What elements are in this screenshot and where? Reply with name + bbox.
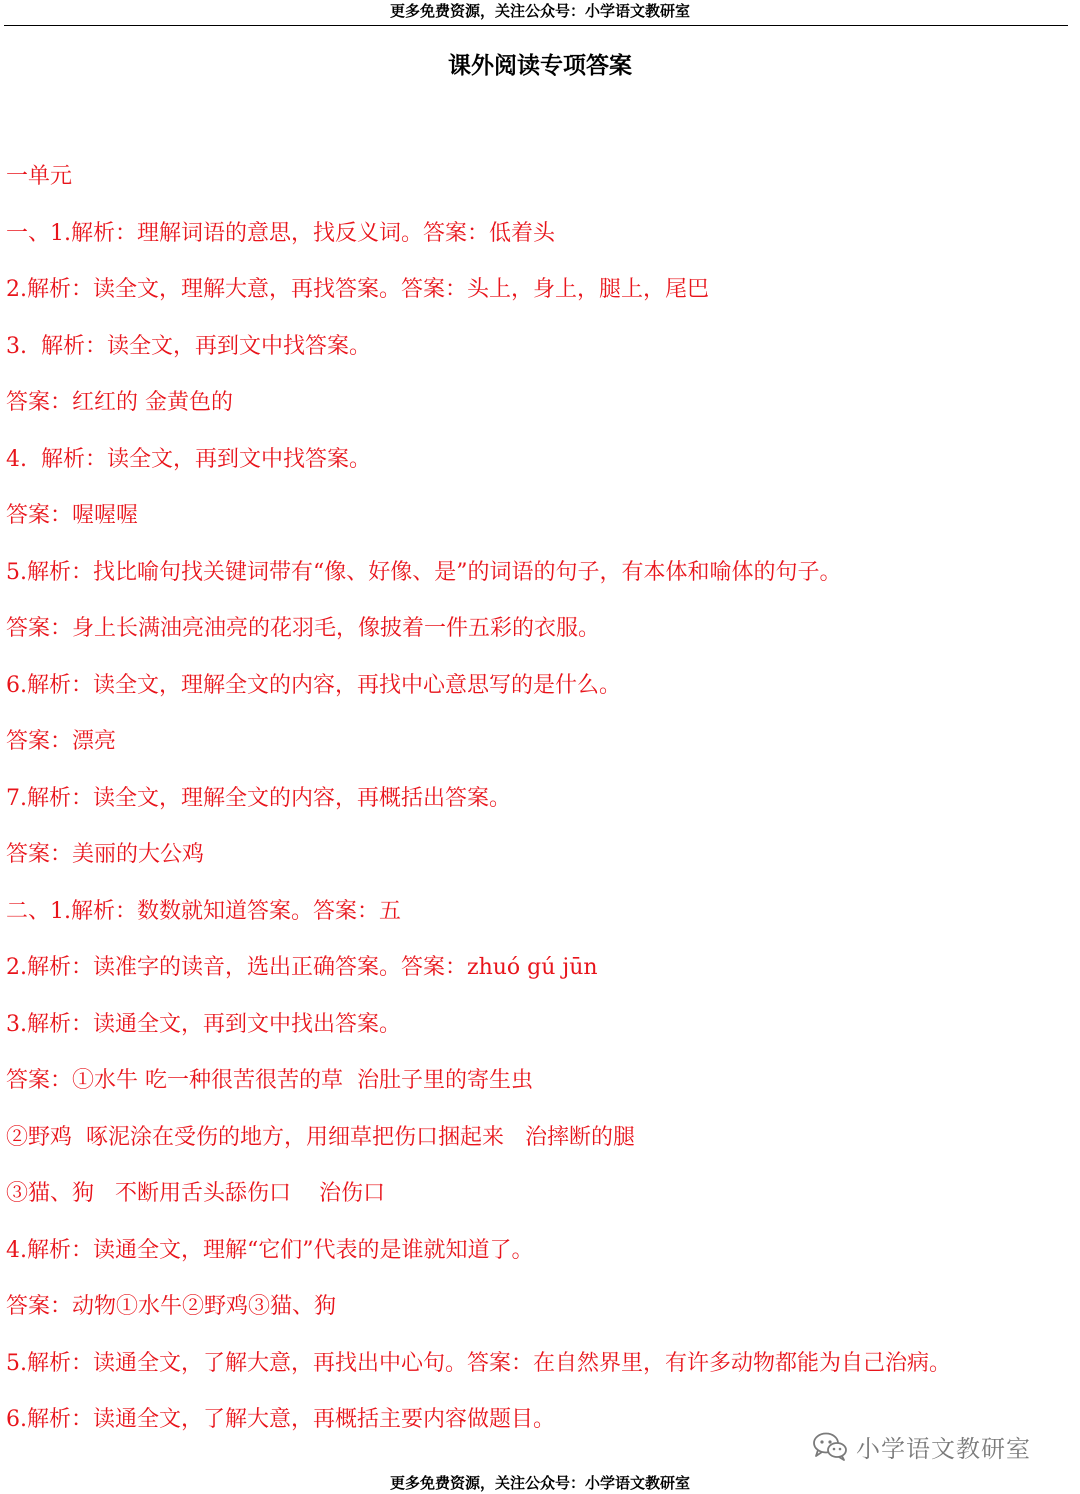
answer-line: 答案：①水牛 吃一种很苦很苦的草 治肚子里的寄生虫 bbox=[6, 1068, 533, 1093]
answer-line: 二、1.解析：数数就知道答案。答案：五 bbox=[6, 898, 401, 924]
answer-line: ②野鸡 啄泥涂在受伤的地方，用细草把伤口捆起来 治摔断的腿 bbox=[6, 1124, 635, 1150]
answer-line: 答案：动物①水牛②野鸡③猫、狗 bbox=[6, 1294, 337, 1319]
answer-line: 答案：红红的 金黄色的 bbox=[6, 390, 233, 415]
unit-heading: 一单元 bbox=[6, 164, 73, 189]
answer-line: 答案：喔喔喔 bbox=[6, 503, 139, 528]
watermark-text: 小学语文教研室 bbox=[856, 1434, 1031, 1463]
answer-line: 3.解析：读通全文，再到文中找出答案。 bbox=[6, 1011, 401, 1037]
answer-line: ③猫、狗 不断用舌头舔伤口 治伤口 bbox=[6, 1181, 385, 1206]
answer-line: 6.解析：读通全文，了解大意，再概括主要内容做题目。 bbox=[6, 1407, 555, 1432]
answer-line: 4.解析：读通全文，理解“它们”代表的是谁就知道了。 bbox=[6, 1237, 534, 1263]
answer-line: 答案：身上长满油亮油亮的花羽毛，像披着一件五彩的衣服。 bbox=[6, 616, 601, 641]
wechat-watermark bbox=[812, 1428, 1031, 1464]
page-header: 更多免费资源，关注公众号：小学语文教研室 bbox=[389, 2, 690, 20]
answer-line: 2.解析：读全文，理解大意，再找答案。答案：头上，身上，腿上，尾巴 bbox=[6, 277, 709, 302]
answer-line: 答案：美丽的大公鸡 bbox=[6, 842, 205, 867]
answer-line: 2.解析：读准字的读音，选出正确答案。答案：zhuó gú jūn bbox=[6, 955, 598, 980]
answer-line: 7.解析：读全文，理解全文的内容，再概括出答案。 bbox=[6, 785, 511, 811]
answer-list bbox=[6, 160, 1076, 1460]
answer-line: 一、1.解析：理解词语的意思，找反义词。答案：低着头 bbox=[6, 220, 555, 246]
wechat-icon bbox=[812, 1431, 848, 1461]
answer-line: 5.解析：找比喻句找关键词带有“像、好像、是”的词语的句子，有本体和喻体的句子。 bbox=[6, 559, 842, 585]
header-divider bbox=[4, 25, 1068, 26]
page-title: 课外阅读专项答案 bbox=[448, 52, 632, 79]
answer-line: 4. 解析：读全文，再到文中找答案。 bbox=[6, 446, 371, 472]
answer-line: 5.解析：读通全文，了解大意，再找出中心句。答案：在自然界里，有许多动物都能为自己治病。 bbox=[6, 1350, 951, 1376]
answer-line: 答案：漂亮 bbox=[6, 729, 117, 754]
page-footer: 更多免费资源，关注公众号：小学语文教研室 bbox=[389, 1474, 690, 1492]
answer-line: 6.解析：读全文，理解全文的内容，再找中心意思写的是什么。 bbox=[6, 672, 621, 698]
answer-line: 3. 解析：读全文，再到文中找答案。 bbox=[6, 333, 371, 359]
